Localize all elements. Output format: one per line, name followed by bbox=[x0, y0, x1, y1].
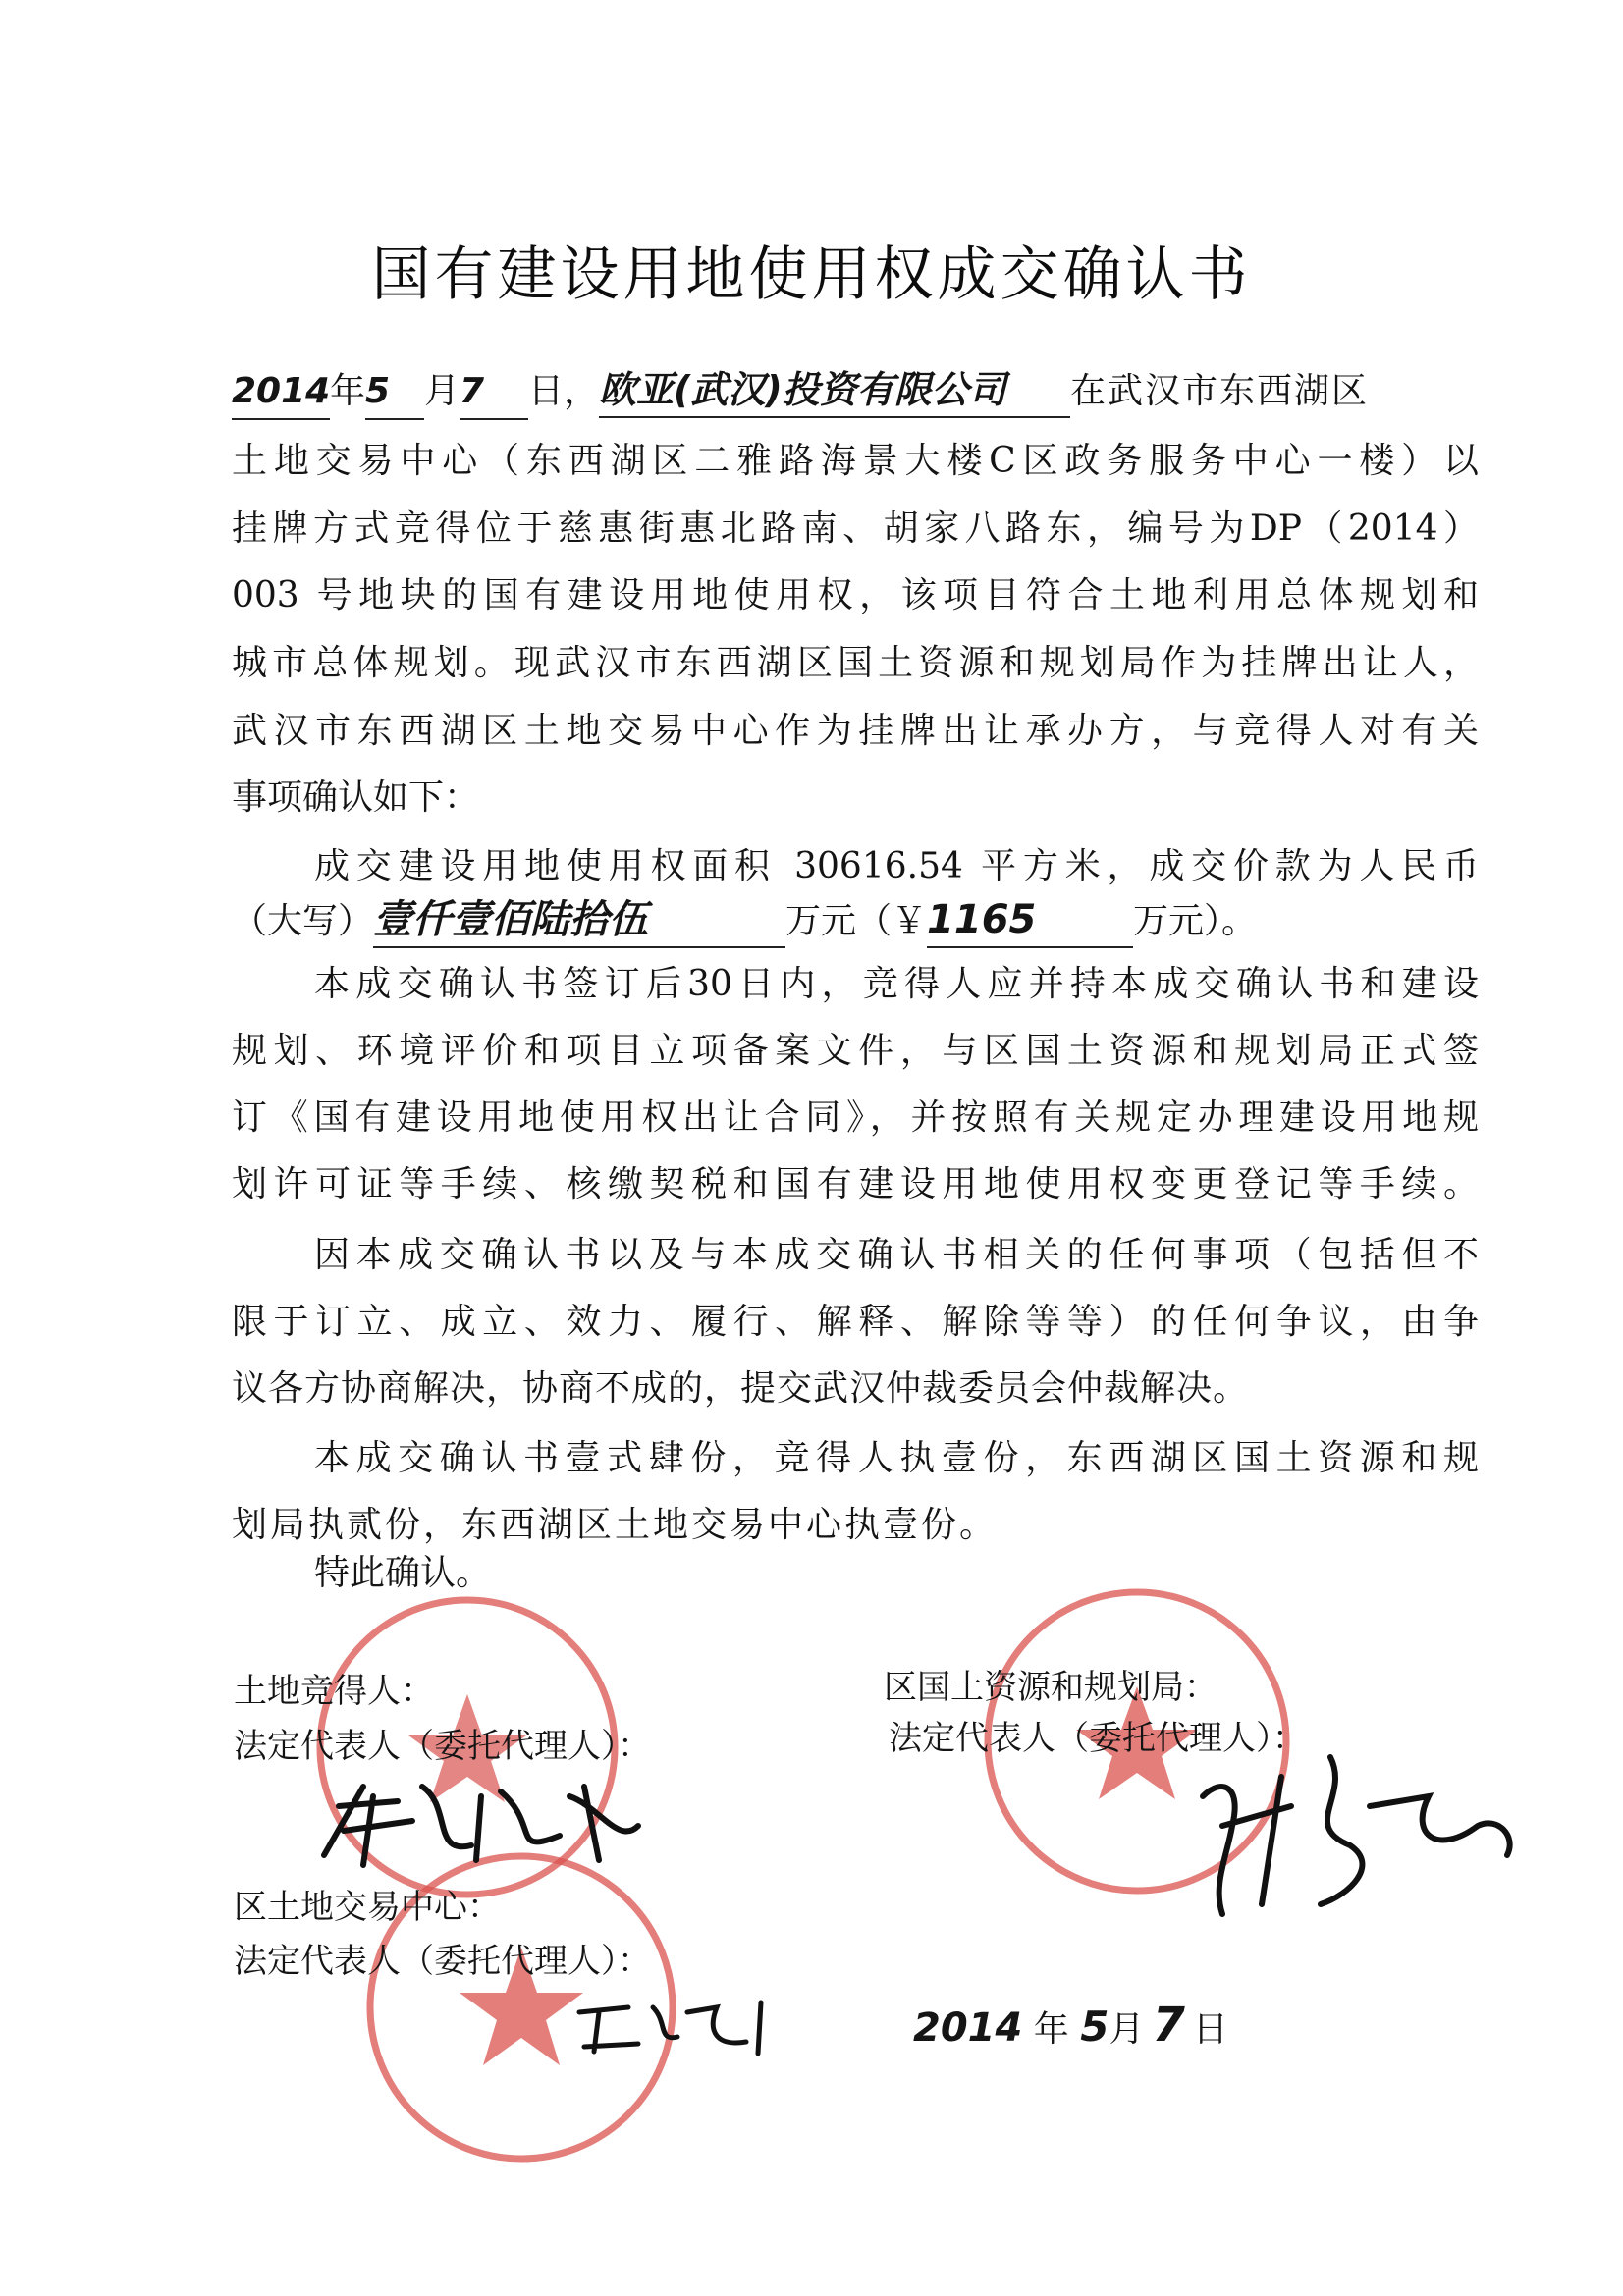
date-year-unit: 年 bbox=[330, 371, 366, 411]
trade-center-label: 区土地交易中心： bbox=[234, 1888, 501, 1927]
sign-date-month: 5 bbox=[1080, 2002, 1109, 2051]
paragraph1-line: 土地交易中心（东西湖区二雅路海景大楼C区政务服务中心一楼）以 bbox=[232, 441, 1479, 481]
paragraph4-line: 限于订立、成立、效力、履行、解释、解除等等）的任何争议，由争 bbox=[232, 1302, 1479, 1342]
paragraph5-line: 划局执贰份，东西湖区土地交易中心执壹份。 bbox=[232, 1505, 999, 1545]
paragraph4-line: 因本成交确认书以及与本成交确认书相关的任何事项（包括但不 bbox=[314, 1235, 1479, 1275]
paragraph5-line: 本成交确认书壹式肆份，竞得人执壹份，东西湖区国土资源和规 bbox=[314, 1438, 1479, 1478]
date-month: 5 bbox=[365, 367, 424, 420]
bureau-rep-label: 法定代表人（委托代理人）： bbox=[889, 1719, 1306, 1758]
paragraph1-line: 事项确认如下： bbox=[232, 777, 480, 818]
price-unit1: 万元（￥ bbox=[785, 901, 928, 941]
bidder-signature bbox=[304, 1767, 658, 1875]
price-line bbox=[232, 895, 1479, 948]
price-unit2: 万元）。 bbox=[1133, 901, 1258, 941]
date-day-unit: 日， bbox=[528, 371, 600, 411]
sign-date-day-unit: 日 bbox=[1192, 2009, 1228, 2050]
price-amount-number: 1165 bbox=[927, 895, 1133, 948]
area-line: 成交建设用地使用权面积 30616.54 平方米，成交价款为人民币 bbox=[314, 846, 1479, 886]
paragraph1-line: 挂牌方式竞得位于慈惠街惠北路南、胡家八路东，编号为DP（2014） bbox=[232, 508, 1479, 549]
paragraph3-line: 订《国有建设用地使用权出让合同》，并按照有关规定办理建设用地规 bbox=[232, 1097, 1479, 1138]
bidder-company: 欧亚(武汉)投资有限公司 bbox=[599, 365, 1070, 418]
sign-date-year-unit: 年 bbox=[1033, 2009, 1069, 2050]
sign-date-month-unit: 月 bbox=[1109, 2009, 1145, 2050]
date-line-rest: 在武汉市东西湖区 bbox=[1070, 371, 1370, 411]
paragraph1-line: 武汉市东西湖区土地交易中心作为挂牌出让承办方，与竞得人对有关 bbox=[232, 711, 1479, 751]
date-month-unit: 月 bbox=[424, 371, 460, 411]
bureau-label: 区国土资源和规划局： bbox=[884, 1668, 1217, 1707]
paragraph4-line: 议各方协商解决，协商不成的，提交武汉仲裁委员会仲裁解决。 bbox=[232, 1368, 1250, 1409]
paragraph3-line: 本成交确认书签订后30日内，竞得人应并持本成交确认书和建设 bbox=[314, 964, 1479, 1004]
trade-center-rep-label: 法定代表人（委托代理人）： bbox=[234, 1942, 651, 1981]
price-prefix: （大写） bbox=[232, 901, 374, 941]
paragraph1-line: 城市总体规划。现武汉市东西湖区国土资源和规划局作为挂牌出让人， bbox=[232, 643, 1479, 683]
bidder-label: 土地竞得人： bbox=[234, 1672, 434, 1711]
paragraph3-line: 规划、环境评价和项目立项备案文件，与区国土资源和规划局正式签 bbox=[232, 1031, 1479, 1071]
sign-date-day: 7 bbox=[1152, 1998, 1185, 2053]
paragraph3-line: 划许可证等手续、核缴契税和国有建设用地使用权变更登记等手续。 bbox=[232, 1164, 1479, 1204]
confirm-text: 特此确认。 bbox=[314, 1553, 492, 1593]
document-title: 国有建设用地使用权成交确认书 bbox=[371, 240, 1252, 309]
date-line bbox=[232, 365, 1479, 420]
bidder-rep-label: 法定代表人（委托代理人）： bbox=[234, 1727, 651, 1766]
date-day: 7 bbox=[460, 367, 528, 420]
sign-date-year: 2014 bbox=[913, 2005, 1023, 2051]
paragraph1-line: 003 号地块的国有建设用地使用权，该项目符合土地利用总体规划和 bbox=[232, 575, 1479, 615]
trade-center-signature bbox=[569, 1993, 785, 2061]
bureau-signature bbox=[1183, 1737, 1527, 1924]
sign-date bbox=[913, 1998, 1286, 2055]
price-amount-words: 壹仟壹佰陆拾伍 bbox=[373, 895, 785, 948]
date-year: 2014 bbox=[232, 367, 330, 420]
